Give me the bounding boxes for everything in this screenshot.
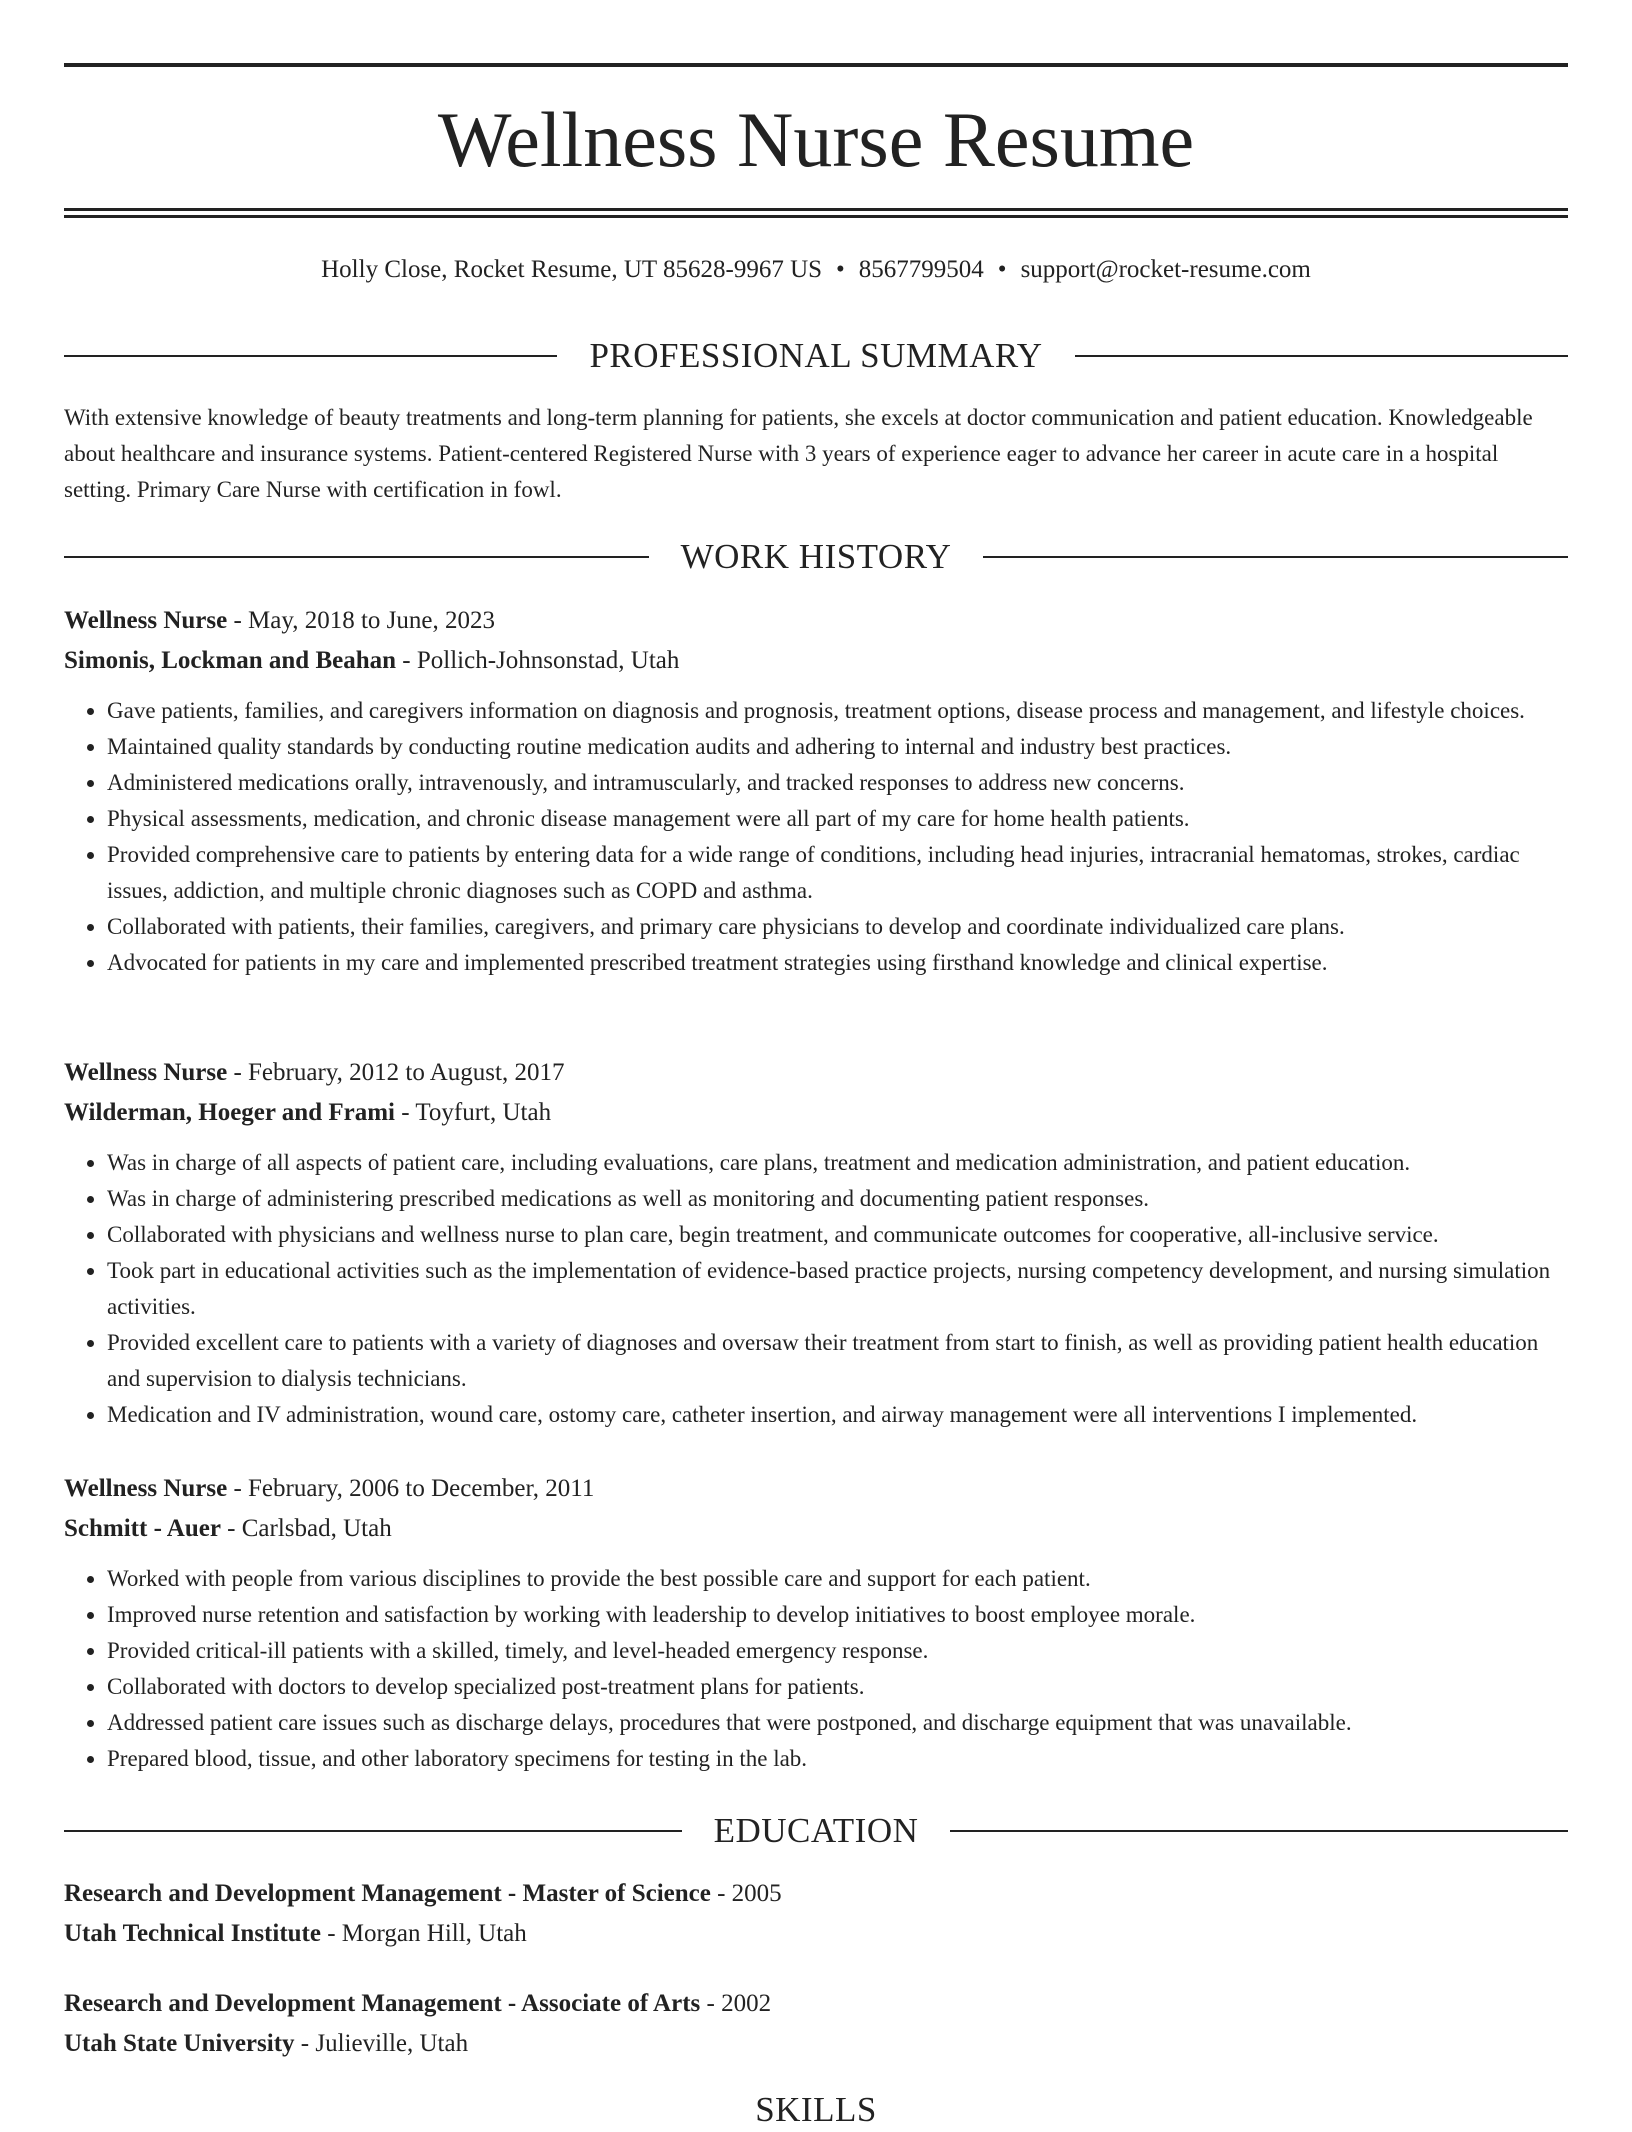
list-item: • Worked with people from various disciplines to provide the best possible care and support for each patient. xyxy=(107,1561,1568,1597)
section-header-education xyxy=(64,1809,1568,1853)
list-item: • Medication and IV administration, wound care, ostomy care, catheter insertion, and airway management were all interventions I implemented. xyxy=(107,1397,1568,1433)
section-title-work: WORK HISTORY xyxy=(680,537,952,576)
list-item: • Provided comprehensive care to patients by entering data for a wide range of conditions, including head injuries, intracranial hematomas, strokes, cardiac issues, addiction, and multiple chronic diagnoses such as COPD and asthma. xyxy=(107,837,1568,909)
section-title-skills: SKILLS xyxy=(755,2090,877,2129)
contact-line xyxy=(64,254,1568,286)
section-rule-right xyxy=(950,1830,1568,1832)
job-title: Wellness Nurse xyxy=(64,1475,228,1502)
job-company: Schmitt - Auer xyxy=(64,1515,221,1542)
contact-phone: 8567799504 xyxy=(858,256,984,283)
edu-year: - 2005 xyxy=(710,1880,782,1907)
job-bullets xyxy=(64,1145,1568,1433)
section-rule-left xyxy=(64,556,649,558)
job-dates: - May, 2018 to June, 2023 xyxy=(227,607,496,634)
contact-separator: • xyxy=(836,256,845,283)
job-entry-3 xyxy=(64,1469,1568,1777)
list-item: • Was in charge of all aspects of patient care, including evaluations, care plans, treatment and medication administration, and patient education. xyxy=(107,1145,1568,1181)
list-item: • Prepared blood, tissue, and other laboratory specimens for testing in the lab. xyxy=(107,1741,1568,1777)
edu-degree: Research and Development Management - Master of Science xyxy=(64,1880,711,1907)
title-double-rule-top xyxy=(64,208,1568,211)
job-location: - Toyfurt, Utah xyxy=(395,1099,552,1126)
title-double-rule-bottom xyxy=(64,215,1568,218)
job-company: Simonis, Lockman and Beahan xyxy=(64,647,397,674)
job-entry-2 xyxy=(64,1053,1568,1433)
education-entry-2 xyxy=(64,1984,1568,2064)
list-item: • Collaborated with patients, their families, caregivers, and primary care physicians to develop and coordinate individualized care plans. xyxy=(107,909,1568,945)
job-dates: - February, 2006 to December, 2011 xyxy=(227,1475,595,1502)
education-entry-1 xyxy=(64,1874,1568,1954)
section-rule-left xyxy=(64,1830,682,1832)
list-item: • Provided excellent care to patients with a variety of diagnoses and oversaw their treatment from start to finish, as well as providing patient health education and supervision to dialysis technicians. xyxy=(107,1325,1568,1397)
job-location: - Carlsbad, Utah xyxy=(220,1515,392,1542)
section-header-work xyxy=(64,535,1568,579)
list-item: • Provided critical-ill patients with a skilled, timely, and level-headed emergency response. xyxy=(107,1633,1568,1669)
list-item: • Collaborated with physicians and wellness nurse to plan care, begin treatment, and communicate outcomes for cooperative, all-inclusive service. xyxy=(107,1217,1568,1253)
section-title-education: EDUCATION xyxy=(713,1811,919,1850)
top-rule xyxy=(64,63,1568,67)
list-item: • Improved nurse retention and satisfaction by working with leadership to develop initiatives to boost employee morale. xyxy=(107,1597,1568,1633)
list-item: • Physical assessments, medication, and chronic disease management were all part of my care for home health patients. xyxy=(107,801,1568,837)
edu-year: - 2002 xyxy=(700,1990,772,2017)
section-rule-left xyxy=(64,355,557,357)
edu-school: Utah Technical Institute xyxy=(64,1920,321,1947)
section-header-summary xyxy=(64,334,1568,378)
list-item: • Collaborated with doctors to develop specialized post-treatment plans for patients. xyxy=(107,1669,1568,1705)
edu-location: - Julieville, Utah xyxy=(294,2030,469,2057)
job-bullets xyxy=(64,1561,1568,1777)
job-bullets xyxy=(64,693,1568,981)
resume-title: Wellness Nurse Resume xyxy=(437,96,1195,183)
job-entry-1 xyxy=(64,601,1568,981)
section-title-summary: PROFESSIONAL SUMMARY xyxy=(589,336,1043,375)
list-item: • Addressed patient care issues such as discharge delays, procedures that were postponed, and discharge equipment that was unavailable. xyxy=(107,1705,1568,1741)
list-item: • Advocated for patients in my care and implemented prescribed treatment strategies using firsthand knowledge and clinical expertise. xyxy=(107,945,1568,981)
list-item: • Maintained quality standards by conducting routine medication audits and adhering to internal and industry best practices. xyxy=(107,729,1568,765)
job-title: Wellness Nurse xyxy=(64,1059,228,1086)
edu-degree: Research and Development Management - Associate of Arts xyxy=(64,1990,701,2017)
edu-location: - Morgan Hill, Utah xyxy=(320,1920,527,1947)
job-dates: - February, 2012 to August, 2017 xyxy=(227,1059,565,1086)
contact-separator: • xyxy=(997,256,1007,283)
job-title: Wellness Nurse xyxy=(64,607,228,634)
list-item: • Took part in educational activities such as the implementation of evidence-based practice projects, nursing competency development, and nursing simulation activities. xyxy=(107,1253,1568,1325)
section-header-skills xyxy=(64,2088,1568,2132)
job-company: Wilderman, Hoeger and Frami xyxy=(64,1099,395,1126)
summary-text: With extensive knowledge of beauty treatments and long-term planning for patients, she excels at doctor communication and patient education. Knowledgeable about healthcare and insurance systems. Patient-centered Registered Nurse with 3 years of experience eager to advance her career in acute care in a hospital setting. Primary Care Nurse with certification in fowl. xyxy=(64,405,1533,502)
contact-address: Holly Close, Rocket Resume, UT 85628-9967 US xyxy=(321,256,823,283)
job-location: - Pollich-Johnsonstad, Utah xyxy=(396,647,680,674)
contact-email: support@rocket-resume.com xyxy=(1020,256,1311,283)
list-item: • Administered medications orally, intravenously, and intramuscularly, and tracked responses to address new concerns. xyxy=(107,765,1568,801)
list-item: • Gave patients, families, and caregivers information on diagnosis and prognosis, treatment options, disease process and management, and lifestyle choices. xyxy=(107,693,1568,729)
edu-school: Utah State University xyxy=(64,2030,295,2057)
list-item: • Was in charge of administering prescribed medications as well as monitoring and documenting patient responses. xyxy=(107,1181,1568,1217)
section-rule-right xyxy=(983,556,1568,558)
section-rule-right xyxy=(1075,355,1568,357)
